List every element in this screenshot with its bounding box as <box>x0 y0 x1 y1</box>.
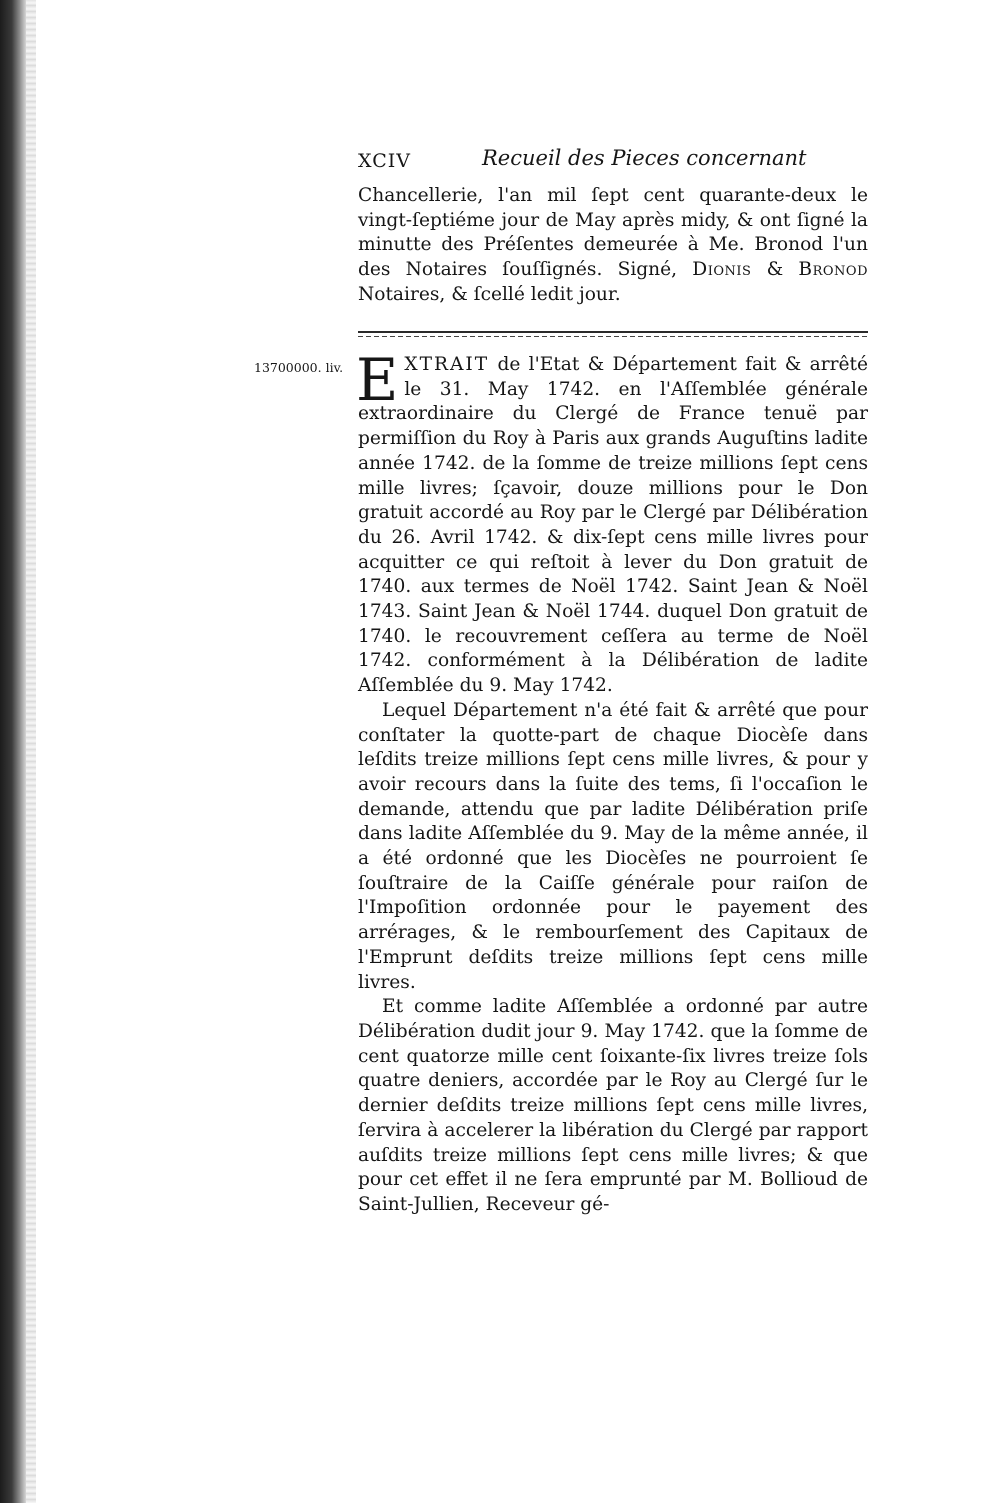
extrait-paragraph-1 <box>356 346 868 699</box>
extrait-paragraph-1-text: de l'Etat & Département fait & arrêté le 31. May 1742. en l'Aſſemblée générale extraordinaire du Clergé de France tenuë par permiſſion du Roy à Paris aux grands Auguſtins ladite année 1742. de la ſomme de treize millions ſept cens mille livres; ſçavoir, douze millions pour le Don gratuit accordé au Roy par le Clergé par Délibération du 26. Avril 1742. & dix-ſept cens mille livres pour acquitter ce qui reſtoit à lever du Don gratuit de 1740. aux termes de Noël 1742. Saint Jean & Noël 1743. Saint Jean & Noël 1744. duquel Don gratuit de 1740. le recouvrement ceſſera au terme de Noël 1742. conformément à la Délibération de ladite Aſſemblée du 9. May 1742. <box>358 354 868 697</box>
drop-cap-letter: E <box>356 346 399 414</box>
extrait-section <box>356 346 868 1218</box>
section-divider-rule <box>358 330 868 340</box>
extrait-lead-word: XTRAIT <box>404 354 490 375</box>
margin-note-sum: 13700000. liv. <box>254 360 344 375</box>
extrait-paragraph-2: Lequel Département n'a été fait & arrêté que pour conſtater la quotte-part de chaque Diocèſe dans leſdits treize millions ſept cens mille livres, & pour y avoir recours dans la ſuite des tems, ſi l'occaſion le demande, attendu que par ladite Délibération priſe dans ladite Aſſemblée du 9. May de la même année, il a été ordonné que les Diocèſes ne pourroient ſe ſouſtraire de la Caiſſe générale pour raiſon de l'Impoſition ordonnée pour le payement des arrérages, & le rembourſement des Capitaux de l'Emprunt deſdits treize millions ſept cens mille livres. <box>358 699 868 993</box>
page-folio: XCIV <box>358 150 411 172</box>
notary-name-dionis: Dionis <box>692 259 752 281</box>
page-gutter <box>26 0 36 1503</box>
notary-name-bronod: Bronod <box>798 259 868 281</box>
running-head <box>358 146 868 176</box>
continuation-text-after: Notaires, & ſcellé ledit jour. <box>358 283 621 305</box>
extrait-paragraph-3: Et comme ladite Aſſemblée a ordonné par autre Délibération dudit jour 9. May 1742. que la ſomme de cent quatorze mille cent ſoixante-ſix livres treize ſols quatre deniers, accordée par le Roy au Clergé ſur le dernier deſdits treize millions ſept cens mille livres, ſervira à accelerer la libération du Clergé par rapport auſdits treize millions ſept cens mille livres; & que pour cet effet il ne ſera emprunté par M. Bollioud de Saint-Jullien, Receveur gé- <box>358 996 868 1215</box>
continuation-text-before: Chancellerie, l'an mil ſept cent quarante-deux le vingt-ſeptiéme jour de May après midy, & ont ſigné la minutte des Préſentes demeurée à Me. Bronod l'un des Notaires ſouſſignés. Signé, <box>358 185 868 281</box>
book-binding-edge <box>0 0 26 1503</box>
divider-line-solid <box>358 331 868 333</box>
running-title: Recueil des Pieces concernant <box>482 146 807 170</box>
divider-line-dotted <box>358 336 868 337</box>
continuation-paragraph <box>358 184 868 308</box>
continuation-conjunction: & <box>751 259 799 281</box>
